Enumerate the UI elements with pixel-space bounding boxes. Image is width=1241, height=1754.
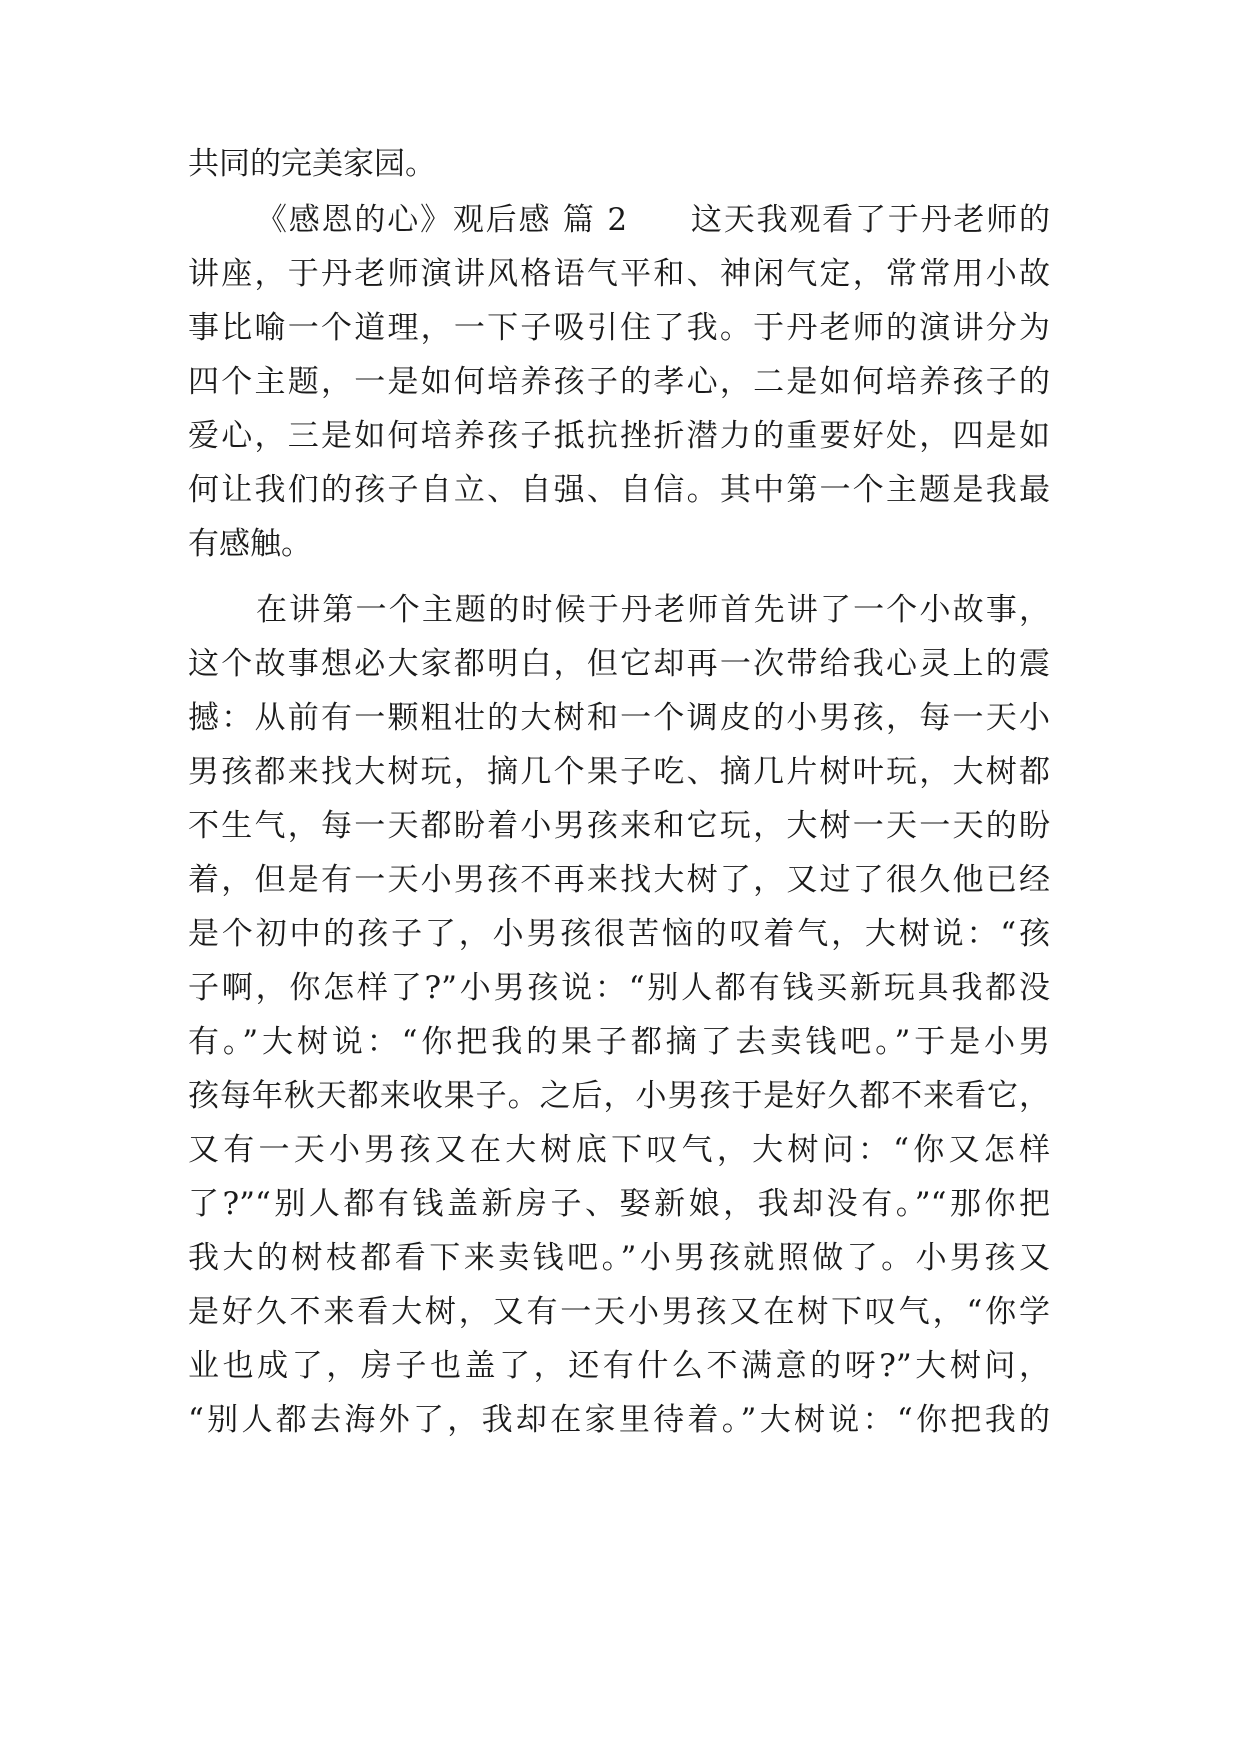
text-line: 业也成了，房子也盖了，还有什么不满意的呀?”大树问，: [188, 1348, 1050, 1384]
text-line: 有。”大树说：“你把我的果子都摘了去卖钱吧。”于是小男: [188, 1024, 1050, 1060]
text-line: 着，但是有一天小男孩不再来找大树了，又过了很久他已经: [188, 862, 1050, 898]
text-line: 不生气，每一天都盼着小男孩来和它玩，大树一天一天的盼: [188, 808, 1050, 844]
text-line: 男孩都来找大树玩，摘几个果子吃、摘几片树叶玩，大树都: [188, 754, 1050, 790]
text-line: 是好久不来看大树，又有一天小男孩又在树下叹气，“你学: [188, 1294, 1050, 1330]
text-line: 讲座，于丹老师演讲风格语气平和、神闲气定，常常用小故: [188, 256, 1050, 292]
text-line: 有感触。: [188, 526, 312, 562]
text-line: “别人都去海外了，我却在家里待着。”大树说：“你把我的: [188, 1402, 1050, 1438]
text-line: 子啊，你怎样了?”小男孩说：“别人都有钱买新玩具我都没: [188, 970, 1050, 1006]
text-line: 四个主题，一是如何培养孩子的孝心，二是如何培养孩子的: [188, 364, 1050, 400]
section-heading: 《感恩的心》观后感 篇 2: [256, 202, 628, 238]
text-line: 爱心，三是如何培养孩子抵抗挫折潜力的重要好处，四是如: [188, 418, 1050, 454]
text-span: 这天我观看了于丹老师的: [689, 202, 1051, 238]
text-line: 是个初中的孩子了，小男孩很苦恼的叹着气，大树说：“孩: [188, 916, 1050, 952]
text-line: 在讲第一个主题的时候于丹老师首先讲了一个小故事，: [256, 592, 1050, 628]
text-line: 事比喻一个道理，一下子吸引住了我。于丹老师的演讲分为: [188, 310, 1050, 346]
text-line: 我大的树枝都看下来卖钱吧。”小男孩就照做了。小男孩又: [188, 1240, 1050, 1276]
text-line: 了?”“别人都有钱盖新房子、娶新娘，我却没有。”“那你把: [188, 1186, 1050, 1222]
text-line: 撼：从前有一颗粗壮的大树和一个调皮的小男孩，每一天小: [188, 700, 1050, 736]
text-line: 孩每年秋天都来收果子。之后，小男孩于是好久都不来看它，: [188, 1078, 1050, 1114]
text-line: 共同的完美家园。: [188, 146, 436, 182]
section-heading-line: [256, 196, 1050, 244]
text-line: 又有一天小男孩又在大树底下叹气，大树问：“你又怎样: [188, 1132, 1050, 1168]
text-line: 这个故事想必大家都明白，但它却再一次带给我心灵上的震: [188, 646, 1050, 682]
text-line: 何让我们的孩子自立、自强、自信。其中第一个主题是我最: [188, 472, 1050, 508]
